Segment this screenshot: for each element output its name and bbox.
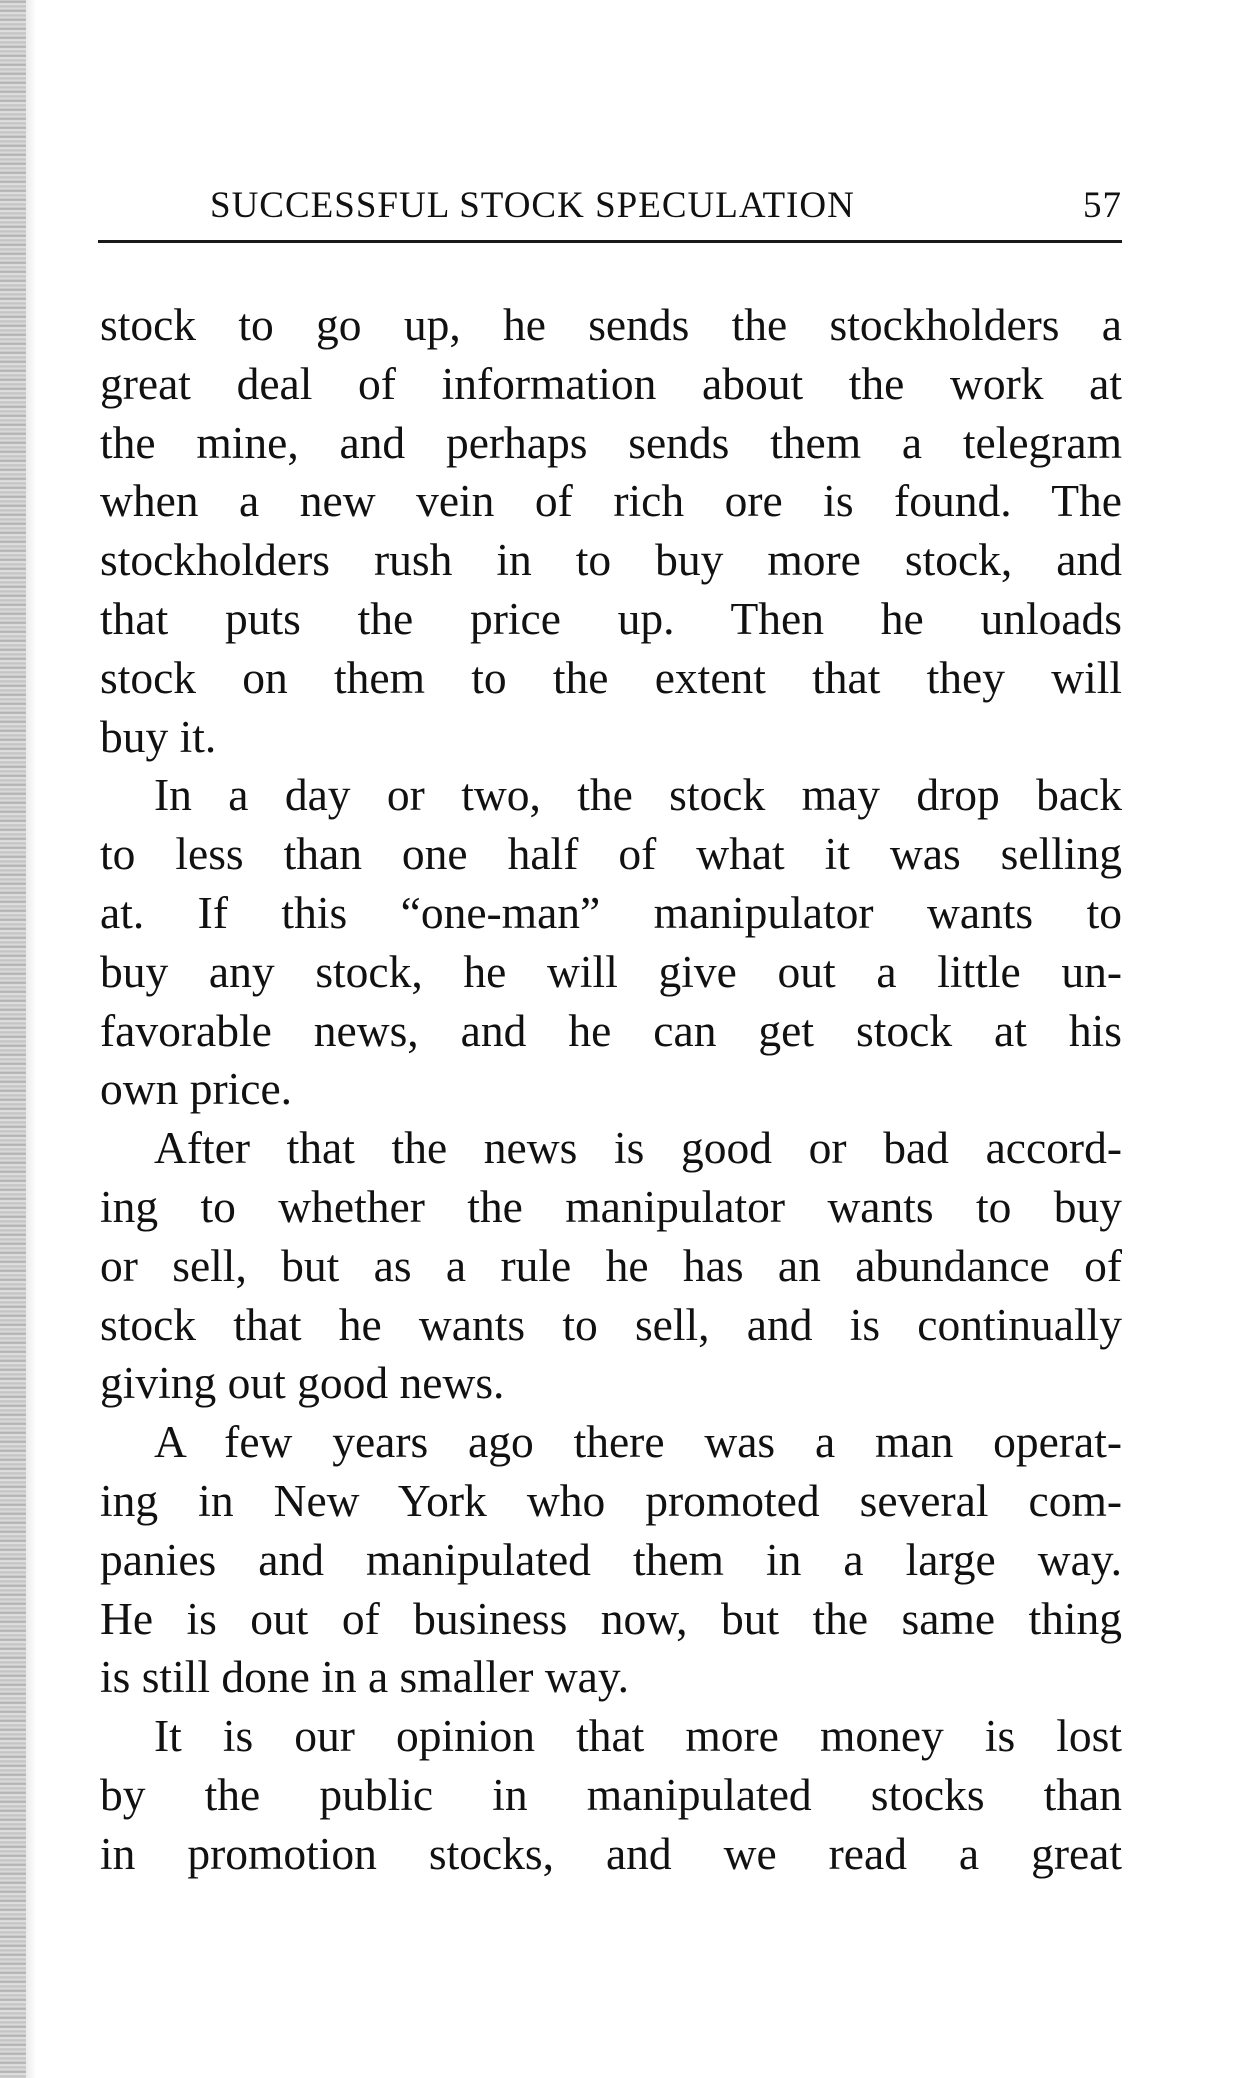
text-line: or sell, but as a rule he has an abundance of xyxy=(100,1239,1122,1291)
text-line: stockholders rush in to buy more stock, and xyxy=(100,534,1122,586)
text-line: that puts the price up. Then he unloads xyxy=(100,592,1122,644)
text-line: stock on them to the extent that they will xyxy=(100,651,1122,703)
text-line: After that the news is good or bad accord- xyxy=(154,1122,1122,1174)
text-line: by the public in manipulated stocks than xyxy=(100,1768,1122,1820)
page-number: 57 xyxy=(1083,185,1122,226)
paragraph-1 xyxy=(100,296,1122,766)
text-line: A few years ago there was a man operat- xyxy=(154,1416,1122,1468)
text-line: buy it. xyxy=(100,710,217,762)
running-head xyxy=(98,180,1122,230)
page-binding-edge xyxy=(0,0,26,2078)
text-line: great deal of information about the work at xyxy=(100,357,1122,409)
text-line: stock that he wants to sell, and is continually xyxy=(100,1298,1122,1350)
text-line: when a new vein of rich ore is found. The xyxy=(100,475,1122,527)
text-line: stock to go up, he sends the stockholders a xyxy=(100,299,1122,350)
text-line: is still done in a smaller way. xyxy=(100,1651,630,1703)
text-line: ing to whether the manipulator wants to buy xyxy=(100,1180,1122,1232)
body-text xyxy=(100,296,1122,1884)
text-line: panies and manipulated them in a large way. xyxy=(100,1533,1122,1585)
text-line: to less than one half of what it was selling xyxy=(100,828,1122,880)
running-title: SUCCESSFUL STOCK SPECULATION xyxy=(210,185,855,226)
header-rule xyxy=(98,240,1122,243)
text-line: in promotion stocks, and we read a great xyxy=(100,1827,1122,1879)
text-line: buy any stock, he will give out a little un- xyxy=(100,945,1122,997)
text-line: favorable news, and he can get stock at his xyxy=(100,1004,1122,1056)
text-line: own price. xyxy=(100,1063,293,1115)
text-line: the mine, and perhaps sends them a telegram xyxy=(100,416,1122,468)
text-line: giving out good news. xyxy=(100,1357,505,1409)
text-line: at. If this “one-man” manipulator wants to xyxy=(100,886,1122,938)
text-line: ing in New York who promoted several com- xyxy=(100,1474,1122,1526)
text-line: He is out of business now, but the same thing xyxy=(100,1592,1122,1644)
paragraph-2 xyxy=(100,766,1122,1119)
text-line: In a day or two, the stock may drop back xyxy=(154,769,1122,821)
text-line: It is our opinion that more money is lost xyxy=(154,1710,1122,1762)
paragraph-5 xyxy=(100,1707,1122,1883)
paragraph-3 xyxy=(100,1119,1122,1413)
paragraph-4 xyxy=(100,1413,1122,1707)
page-binding-shadow xyxy=(26,0,36,2078)
